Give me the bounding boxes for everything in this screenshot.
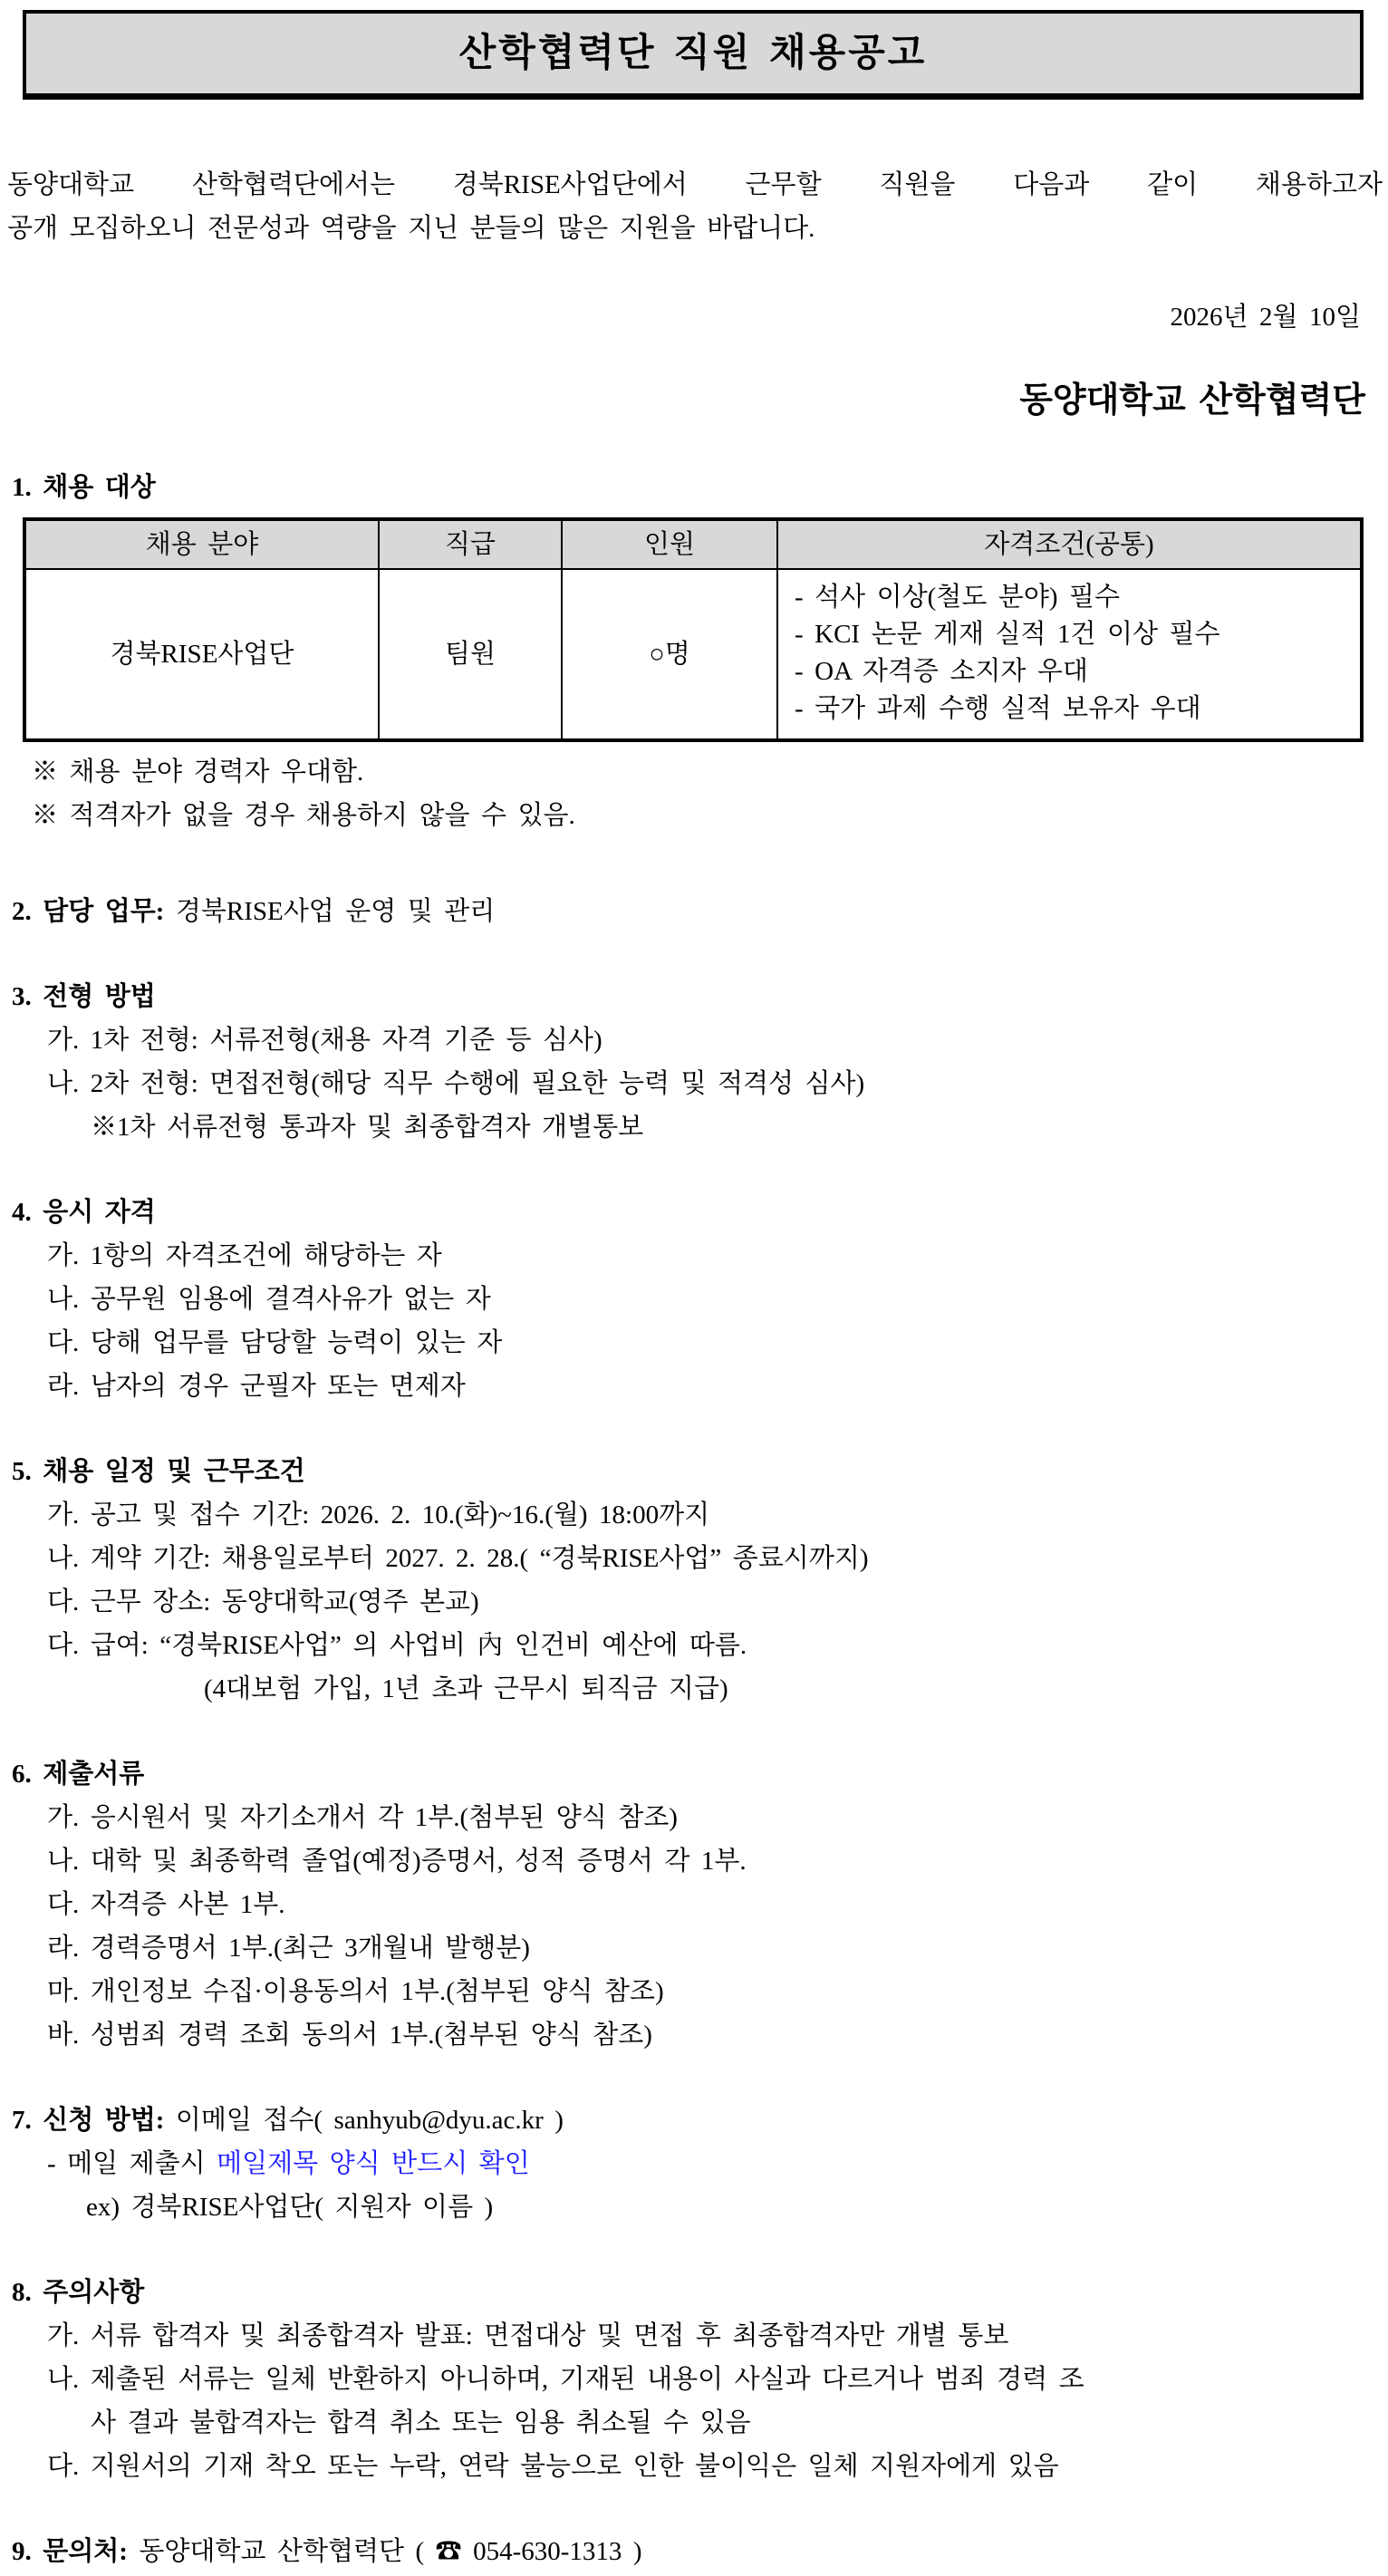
list-item: 다. 근무 장소: 동양대학교(영주 본교) (47, 1587, 479, 1616)
recruitment-notice-document (0, 10, 1388, 2576)
intro-line-1: 동양대학교 산학협력단에서는 경북RISE사업단에서 근무할 직원을 다음과 같이 채용하고자 (7, 170, 1383, 199)
list-item: 가. 1차 전형: 서류전형(채용 자격 기준 등 심사) (47, 1026, 602, 1055)
salary-sub-line: (4대보험 가입, 1년 초과 근무시 퇴직금 지급) (204, 1674, 728, 1703)
qualification-line: - 석사 이상(철도 분야) 필수 (795, 583, 1120, 612)
section-2-label: 2. 담당 업무: (12, 897, 165, 926)
section-6-documents (0, 1752, 1388, 2057)
qualification-line: - OA 자격증 소지자 우대 (795, 657, 1088, 686)
list-item: 마. 개인정보 수집·이용동의서 1부.(첨부된 양식 참조) (47, 1977, 664, 2006)
table-notes (0, 750, 1388, 837)
qualification-line: - KCI 논문 게재 실적 1건 이상 필수 (795, 620, 1220, 649)
section-2-text: 경북RISE사업 운영 및 관리 (164, 897, 496, 926)
contact-phone: 054-630-1313 ) (461, 2537, 642, 2566)
cell-grade: 팀원 (379, 569, 562, 740)
section-5-schedule-conditions (0, 1450, 1388, 1711)
section-2-duties (0, 890, 1388, 933)
recruitment-table (23, 517, 1364, 742)
notice-date: 2026년 2월 10일 (1170, 303, 1361, 332)
note-line: ※1차 서류전형 통과자 및 최종합격자 개별통보 (91, 1113, 644, 1142)
list-item: 바. 성범죄 경력 조회 동의서 1부.(첨부된 양식 참조) (47, 2021, 652, 2050)
section-5-heading: 5. 채용 일정 및 근무조건 (12, 1457, 305, 1486)
section-4-heading: 4. 응시 자격 (12, 1198, 156, 1227)
col-header-count: 인원 (562, 519, 777, 569)
list-item: 다. 급여: “경북RISE사업” 의 사업비 內 인건비 예산에 따름. (47, 1631, 747, 1660)
mail-note-prefix: - 메일 제출시 (47, 2149, 217, 2178)
list-item: 라. 남자의 경우 군필자 또는 면제자 (47, 1372, 466, 1401)
mail-subject-note (0, 2142, 1388, 2185)
list-item: 가. 공고 및 접수 기간: 2026. 2. 10.(화)~16.(월) 18:00까지 (47, 1500, 710, 1529)
intro-line-2: 공개 모집하오니 전문성과 역량을 지닌 분들의 많은 지원을 바랍니다. (7, 214, 815, 243)
col-header-qualifications: 자격조건(공통) (777, 519, 1362, 569)
list-item: 나. 제출된 서류는 일체 반환하지 아니하며, 기재된 내용이 사실과 다르거나 범죄 경력 조 (47, 2365, 1084, 2394)
section-3-heading: 3. 전형 방법 (12, 982, 156, 1011)
list-item: 다. 당해 업무를 담당할 능력이 있는 자 (47, 1328, 503, 1357)
list-item: 나. 2차 전형: 면접전형(해당 직무 수행에 필요한 능력 및 적격성 심사) (47, 1069, 865, 1098)
section-7-label: 7. 신청 방법: (12, 2106, 165, 2135)
section-1-heading: 1. 채용 대상 (12, 473, 156, 502)
note-line: ※ 적격자가 없을 경우 채용하지 않을 수 있음. (32, 801, 575, 830)
list-item: 라. 경력증명서 1부.(최근 3개월내 발행분) (47, 1934, 530, 1963)
section-9-contact (0, 2530, 1388, 2573)
mail-subject-example: ex) 경북RISE사업단( 지원자 이름 ) (86, 2193, 494, 2222)
contact-text: 동양대학교 산학협력단 ( (127, 2537, 436, 2566)
issuing-organization: 동양대학교 산학협력단 (1019, 381, 1365, 420)
section-1-recruitment-target (0, 466, 1388, 837)
list-item: 나. 공무원 임용에 결격사유가 없는 자 (47, 1285, 491, 1314)
section-7-application-method (0, 2098, 1388, 2229)
document-title: 산학협력단 직원 채용공고 (458, 33, 928, 74)
cell-field: 경북RISE사업단 (24, 569, 379, 740)
list-item: 다. 지원서의 기재 착오 또는 누락, 연락 불능으로 인한 불이익은 일체 지원자에게 있음 (47, 2452, 1059, 2481)
list-item: 나. 대학 및 최종학력 졸업(예정)증명서, 성적 증명서 각 1부. (47, 1847, 747, 1876)
section-7-text: 이메일 접수( sanhyub@dyu.ac.kr ) (164, 2106, 564, 2135)
list-item: 가. 응시원서 및 자기소개서 각 1부.(첨부된 양식 참조) (47, 1803, 678, 1832)
section-9-label: 9. 문의처: (12, 2537, 128, 2566)
section-3-selection-method (0, 975, 1388, 1149)
note-line: ※ 채용 분야 경력자 우대함. (32, 757, 364, 786)
table-header-row (24, 519, 1362, 569)
list-item: 가. 1항의 자격조건에 해당하는 자 (47, 1241, 442, 1270)
qualification-line: - 국가 과제 수행 실적 보유자 우대 (795, 694, 1201, 723)
section-8-cautions (0, 2271, 1388, 2488)
section-7-line (0, 2098, 1388, 2142)
list-item-continuation: 사 결과 불합격자는 합격 취소 또는 임용 취소될 수 있음 (91, 2408, 751, 2437)
section-8-heading: 8. 주의사항 (12, 2278, 145, 2307)
col-header-grade: 직급 (379, 519, 562, 569)
col-header-field: 채용 분야 (24, 519, 379, 569)
list-item: 나. 계약 기간: 채용일로부터 2027. 2. 28.( “경북RISE사업” 종료시까지) (47, 1544, 869, 1573)
list-item: 다. 자격증 사본 1부. (47, 1890, 285, 1919)
section-6-heading: 6. 제출서류 (12, 1760, 145, 1789)
cell-qualifications (777, 569, 1362, 740)
contact-line (0, 2530, 1388, 2573)
phone-icon: ☎ (435, 2537, 462, 2566)
document-title-box (23, 10, 1364, 100)
intro-paragraph (7, 163, 1383, 250)
cell-count: ○명 (562, 569, 777, 740)
mail-subject-highlight: 메일제목 양식 반드시 확인 (217, 2149, 530, 2178)
table-row (24, 569, 1362, 740)
section-2-line (0, 890, 1388, 933)
section-4-eligibility (0, 1191, 1388, 1408)
list-item: 가. 서류 합격자 및 최종합격자 발표: 면접대상 및 면접 후 최종합격자만 개별 통보 (47, 2321, 1009, 2350)
